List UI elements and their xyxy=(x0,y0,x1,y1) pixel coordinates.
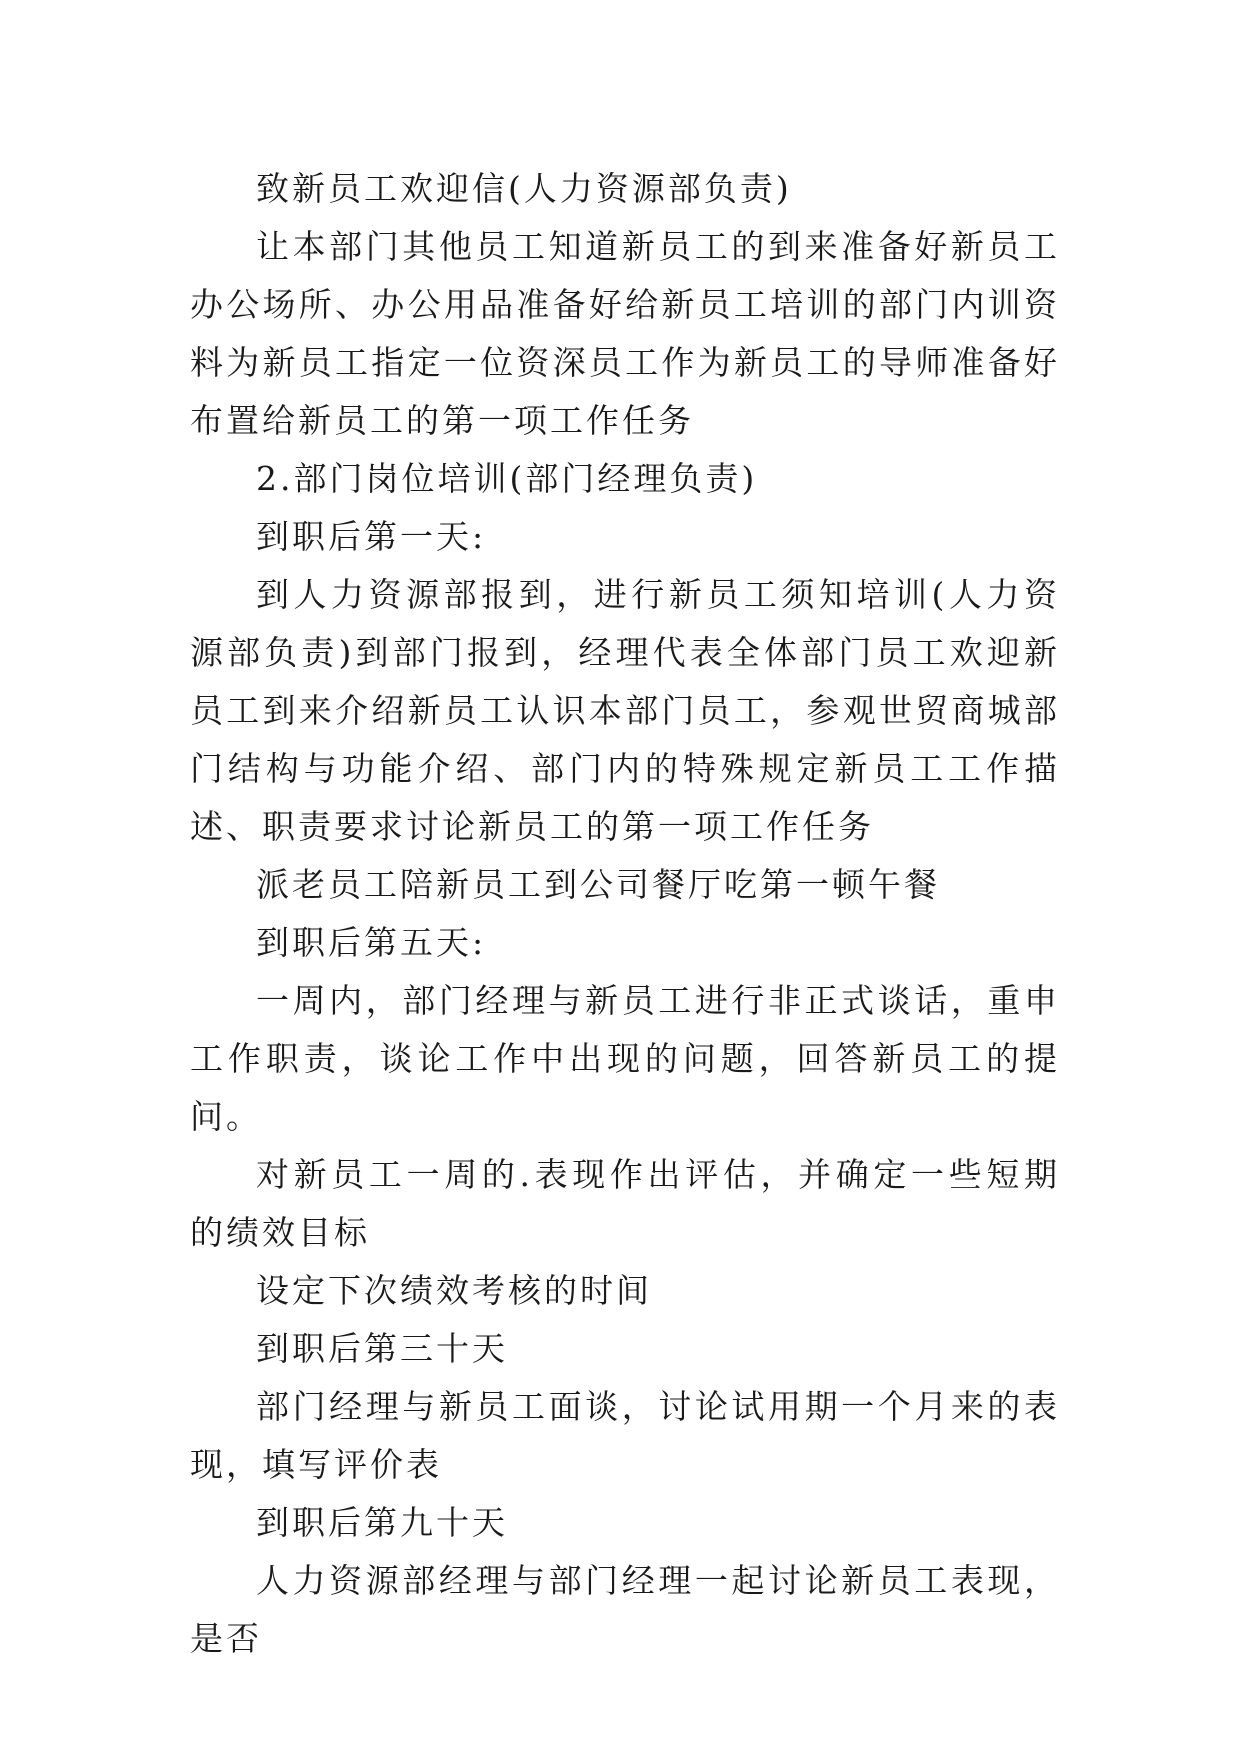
paragraph-informal-talk: 一周内，部门经理与新员工进行非正式谈话，重申工作职责，谈论工作中出现的问题，回答新员工的提问。 xyxy=(190,981,1060,1136)
paragraph-day-thirty-heading: 到职后第三十天 xyxy=(256,1329,508,1368)
paragraph-probation-interview: 部门经理与新员工面谈，讨论试用期一个月来的表现，填写评价表 xyxy=(190,1387,1060,1484)
paragraph-day-one-heading: 到职后第一天: xyxy=(256,517,487,556)
paragraph-department-preparation: 让本部门其他员工知道新员工的到来准备好新员工办公场所、办公用品准备好给新员工培训的部门内训资料为新员工指定一位资深员工作为新员工的导师准备好布置给新员工的第一项工作任务 xyxy=(190,227,1060,440)
document-body xyxy=(190,160,1060,1668)
paragraph-day-one-details: 到人力资源部报到，进行新员工须知培训(人力资源部负责)到部门报到，经理代表全体部门员工欢迎新员工到来介绍新员工认识本部门员工，参观世贸商城部门结构与功能介绍、部门内的特殊规定新员工工作描述、职责要求讨论新员工的第一项工作任务 xyxy=(190,575,1060,846)
paragraph-first-lunch: 派老员工陪新员工到公司餐厅吃第一顿午餐 xyxy=(256,865,940,904)
paragraph-weekly-evaluation: 对新员工一周的.表现作出评估，并确定一些短期的绩效目标 xyxy=(190,1155,1060,1252)
paragraph-day-five-heading: 到职后第五天: xyxy=(256,923,487,962)
paragraph-day-ninety-heading: 到职后第九十天 xyxy=(256,1503,508,1542)
paragraph-next-review: 设定下次绩效考核的时间 xyxy=(256,1271,652,1310)
paragraph-section-heading-training: 2.部门岗位培训(部门经理负责) xyxy=(256,459,758,498)
paragraph-welcome-letter: 致新员工欢迎信(人力资源部负责) xyxy=(256,169,792,208)
paragraph-final-discussion: 人力资源部经理与部门经理一起讨论新员工表现，是否 xyxy=(190,1561,1060,1658)
